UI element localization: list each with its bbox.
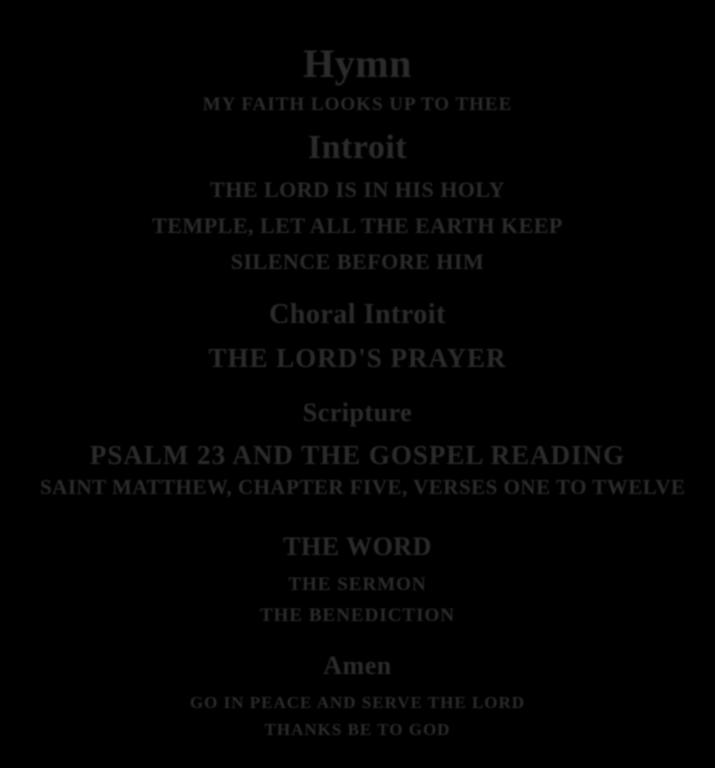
document-line-2: MY FAITH LOOKS UP TO THEE [202,94,513,116]
document-line-16: GO IN PEACE AND SERVE THE LORD [189,693,526,713]
document-line-7: Choral Introit [269,298,446,330]
document-line-12: THE WORD [283,531,432,561]
document-line-17: THANKS BE TO GOD [264,719,451,739]
document-line-13: THE SERMON [288,574,427,596]
document-line-8: THE LORD'S PRAYER [208,342,507,373]
document-line-1: Hymn [303,41,412,86]
document-line-14: THE BENEDICTION [259,604,456,626]
document-line-3: Introit [307,128,408,166]
document-line-9: Scripture [302,398,413,428]
document-line-15: Amen [323,651,392,681]
document-line-6: SILENCE BEFORE HIM [230,248,485,274]
document-line-10: PSALM 23 AND THE GOSPEL READING [89,440,626,471]
document-line-4: THE LORD IS IN HIS HOLY [210,177,505,203]
document-line-5: TEMPLE, LET ALL THE EARTH KEEP [152,213,563,239]
document-line-11: SAINT MATTHEW, CHAPTER FIVE, VERSES ONE TO TWELVE [40,475,686,500]
